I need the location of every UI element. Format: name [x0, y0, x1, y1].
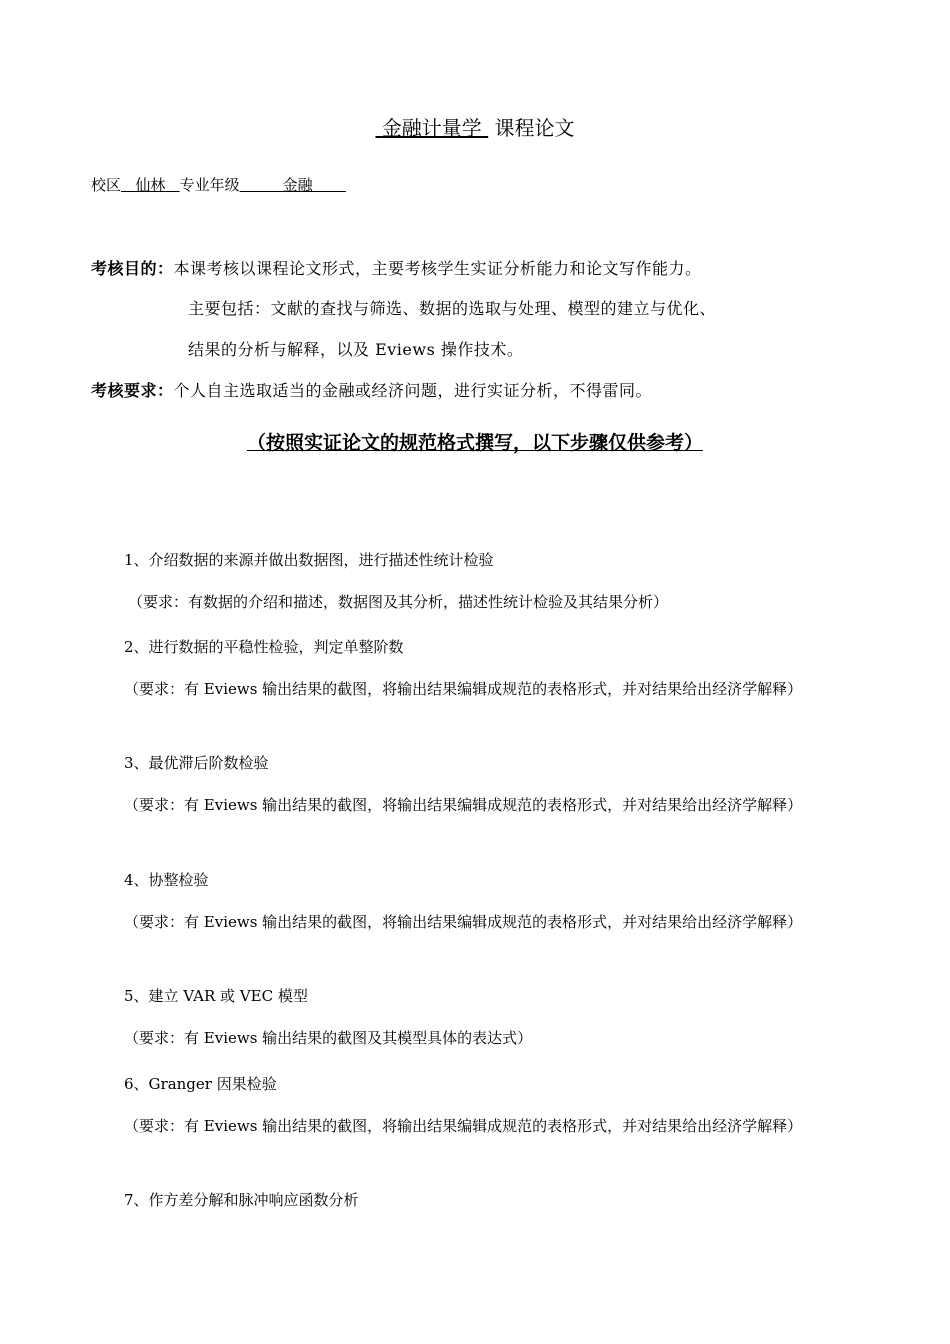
course-name: 金融计量学	[381, 116, 482, 140]
format-note: （按照实证论文的规范格式撰写，以下步骤仅供参考）	[246, 432, 703, 454]
step-requirement: （要求：有 Eviews 输出结果的截图，将输出结果编辑成规范的表格形式，并对结果给出经济学解释）	[124, 680, 803, 698]
step-title: 2、进行数据的平稳性检验，判定单整阶数	[124, 638, 404, 656]
campus-value: 仙林	[135, 176, 166, 194]
step-title: 5、建立 VAR 或 VEC 模型	[124, 987, 308, 1005]
step-title: 6、Granger 因果检验	[124, 1075, 277, 1093]
requirement-text: 个人自主选取适当的金融或经济问题，进行实证分析，不得雷同。	[173, 381, 653, 400]
objective-line-2: 主要包括：文献的查找与筛选、数据的选取与处理、模型的建立与优化、	[188, 299, 717, 318]
step-requirement: （要求：有 Eviews 输出结果的截图，将输出结果编辑成规范的表格形式，并对结果给出经济学解释）	[124, 796, 803, 814]
objective-line-3: 结果的分析与解释，以及 Eviews 操作技术。	[188, 340, 524, 359]
requirement-line	[91, 378, 652, 401]
campus-label: 校区	[91, 176, 122, 194]
step-title: 7、作方差分解和脉冲响应函数分析	[124, 1191, 359, 1209]
objective-line-1	[91, 256, 702, 279]
step-title: 3、最优滞后阶数检验	[124, 754, 269, 772]
step-requirement: （要求：有 Eviews 输出结果的截图，将输出结果编辑成规范的表格形式，并对结果给出经济学解释）	[124, 1117, 803, 1135]
requirement-label: 考核要求：	[91, 381, 174, 400]
major-value: 金融	[282, 176, 313, 194]
step-title: 4、协整检验	[124, 871, 209, 889]
step-title: 1、介绍数据的来源并做出数据图，进行描述性统计检验	[124, 551, 494, 569]
page-title	[0, 112, 950, 141]
step-requirement: （要求：有 Eviews 输出结果的截图，将输出结果编辑成规范的表格形式，并对结果给出经济学解释）	[124, 913, 803, 931]
step-requirement: （要求：有数据的介绍和描述，数据图及其分析，描述性统计检验及其结果分析）	[128, 593, 669, 611]
info-line	[91, 174, 346, 195]
step-requirement: （要求：有 Eviews 输出结果的截图及其模型具体的表达式）	[124, 1029, 533, 1047]
title-suffix: 课程论文	[494, 116, 575, 140]
objective-text-1: 本课考核以课程论文形式，主要考核学生实证分析能力和论文写作能力。	[173, 259, 702, 278]
objective-label: 考核目的：	[91, 259, 174, 278]
major-label: 专业年级	[179, 176, 240, 194]
